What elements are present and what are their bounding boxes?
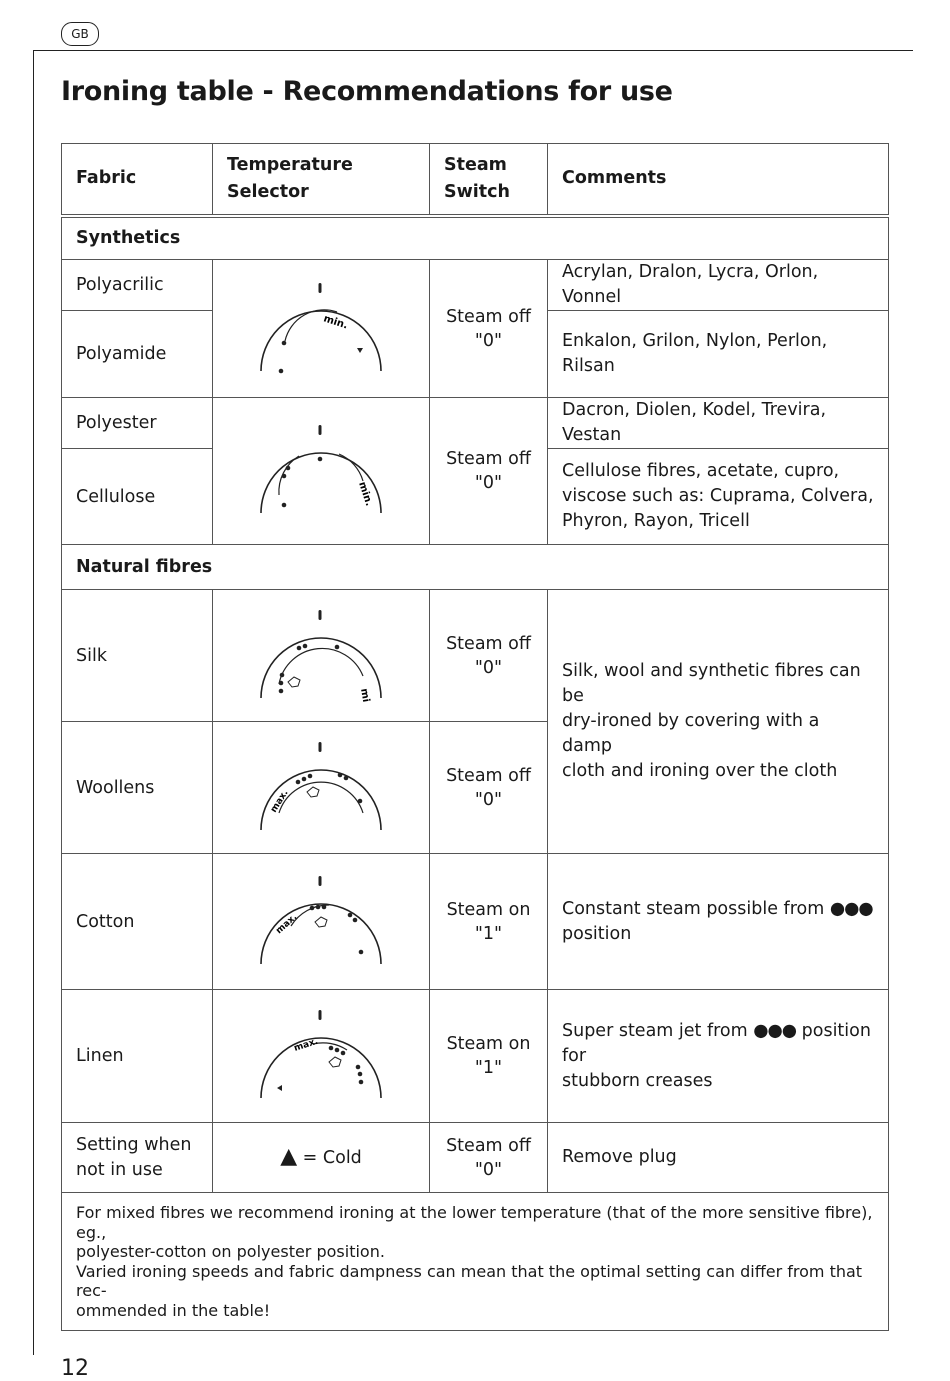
temperature-dial-icon [251, 1006, 391, 1106]
steam-cell: Steam off "0" [430, 722, 548, 854]
fabric-cotton: Cotton [62, 854, 213, 990]
dial-cell [213, 722, 430, 854]
top-rule [34, 50, 913, 51]
selector-cold: ▲ = Cold [213, 1123, 430, 1193]
left-rule [33, 50, 34, 1355]
steam-dots-icon: ●●● [829, 898, 873, 919]
svg-text:max.: max. [269, 787, 291, 815]
comment-linen: Super steam jet from ●●● position for stubborn creases [548, 990, 889, 1123]
svg-text:min.: min. [356, 480, 375, 508]
fabric-polyester: Polyester [62, 398, 213, 449]
steam-icon [315, 917, 327, 927]
section-row [62, 545, 889, 590]
table-row [62, 260, 889, 311]
table-row [62, 398, 889, 449]
svg-text:max.: max. [292, 1036, 320, 1054]
ironing-table [61, 143, 889, 1331]
page-number: 12 [61, 1356, 89, 1381]
dial-cell [213, 260, 430, 398]
svg-text:min.: min. [322, 312, 350, 332]
table-row [62, 590, 889, 722]
steam-icon [307, 787, 319, 797]
header-temperature: Temperature Selector [213, 144, 430, 216]
table-header-row [62, 144, 889, 216]
dial-cell [213, 398, 430, 545]
section-natural: Natural fibres [62, 545, 889, 590]
steam-icon [288, 677, 300, 687]
comment-polyamide: Enkalon, Grilon, Nylon, Perlon, Rilsan [548, 311, 889, 398]
steam-cell: Steam off "0" [430, 590, 548, 722]
fabric-silk: Silk [62, 590, 213, 722]
steam-cell: Steam on "1" [430, 854, 548, 990]
svg-text:max.: max. [274, 911, 300, 936]
comment-cotton: Constant steam possible from ●●● position [548, 854, 889, 990]
temperature-dial-icon [251, 872, 391, 972]
comment-polyacrilic: Acrylan, Dralon, Lycra, Orlon, Vonnel [548, 260, 889, 311]
comment-not-in-use: Remove plug [548, 1123, 889, 1193]
header-steam: Steam Switch [430, 144, 548, 216]
header-comments: Comments [548, 144, 889, 216]
fabric-not-in-use: Setting when not in use [62, 1123, 213, 1193]
fabric-cellulose: Cellulose [62, 449, 213, 545]
svg-text:mi: mi [358, 687, 372, 703]
temperature-dial-icon [251, 738, 391, 838]
language-badge: GB [61, 22, 99, 46]
fabric-linen: Linen [62, 990, 213, 1123]
notes-row [62, 1193, 889, 1331]
temperature-dial-icon [251, 606, 391, 706]
section-synthetics: Synthetics [62, 216, 889, 260]
fabric-polyamide: Polyamide [62, 311, 213, 398]
steam-cell: Steam off "0" [430, 1123, 548, 1193]
cold-triangle-icon: ▲ [280, 1144, 298, 1169]
section-row [62, 216, 889, 260]
steam-icon [329, 1057, 341, 1067]
table-row [62, 854, 889, 990]
fabric-polyacrilic: Polyacrilic [62, 260, 213, 311]
dial-cell [213, 590, 430, 722]
dial-cell [213, 854, 430, 990]
comment-cellulose: Cellulose fibres, acetate, cupro, viscose such as: Cuprama, Colvera, Phyron, Rayon, Tricell [548, 449, 889, 545]
steam-cell: Steam on "1" [430, 990, 548, 1123]
dial-cell [213, 990, 430, 1123]
fabric-woollens: Woollens [62, 722, 213, 854]
temperature-dial-icon [251, 421, 391, 521]
table-row [62, 990, 889, 1123]
comment-silk-wool: Silk, wool and synthetic fibres can be dry-ironed by covering with a damp cloth and ironing over the cloth [548, 590, 889, 854]
steam-dots-icon: ●●● [753, 1020, 797, 1041]
notes-cell: For mixed fibres we recommend ironing at the lower temperature (that of the more sensitive fibre), eg., polyester-cotton on polyester position. Varied ironing speeds and fabric dampness can mean that the optimal setting can differ from that rec- ommended in the table! [62, 1193, 889, 1331]
temperature-dial-icon [251, 279, 391, 379]
page-title: Ironing table - Recommendations for use [61, 76, 673, 107]
steam-cell: Steam off "0" [430, 260, 548, 398]
table-row [62, 1123, 889, 1193]
header-fabric: Fabric [62, 144, 213, 216]
steam-cell: Steam off "0" [430, 398, 548, 545]
comment-polyester: Dacron, Diolen, Kodel, Trevira, Vestan [548, 398, 889, 449]
